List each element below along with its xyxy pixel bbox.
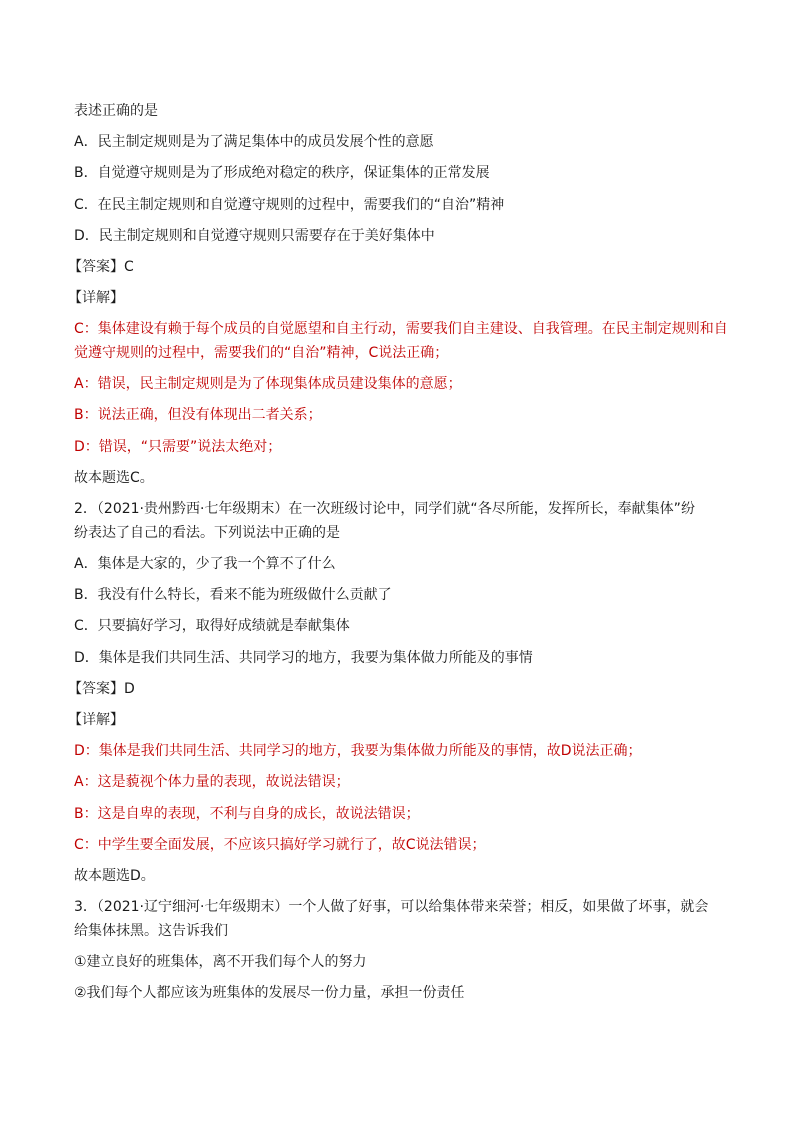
q2-stem-line2: 纷表达了自己的看法。下列说法中正确的是 — [74, 524, 340, 541]
q2-detail-c: C：中学生要全面发展，不应该只搞好学习就行了，故C说法错误； — [74, 836, 486, 853]
q1-answer-value: C — [124, 258, 134, 275]
q1-answer — [68, 257, 734, 277]
q1-detail-a: A：错误，民主制定规则是为了体现集体成员建设集体的意愿； — [74, 376, 462, 393]
q3-stem-line1: 3．（2021·辽宁细河·七年级期末）一个人做了好事，可以给集体带来荣誉；相反，如果做了坏事，就会 — [74, 899, 709, 916]
q2-answer — [68, 679, 734, 699]
q1-detail-heading — [68, 288, 734, 308]
q1-detail-b: B：说法正确，但没有体现出二者关系； — [74, 407, 322, 424]
q2-option-c: C．只要搞好学习，取得好成绩就是奉献集体 — [74, 618, 350, 635]
q2-detail-heading — [68, 710, 734, 730]
q2-detail-b: B：这是自卑的表现，不利与自身的成长，故说法错误； — [74, 805, 420, 822]
q1-detail-c-line2: 觉遵守规则的过程中，需要我们的“自治”精神，C说法正确； — [74, 345, 449, 362]
q1-stem-tail: 表述正确的是 — [74, 103, 158, 119]
q2-conclusion: 故本题选D。 — [74, 867, 155, 884]
document-body — [68, 101, 734, 1014]
q1-detail-c-line1: C：集体建设有赖于每个成员的自觉愿望和自主行动，需要我们自主建设、自我管理。在民主制定规则和自 — [74, 321, 728, 338]
q2-detail-a: A：这是藐视个体力量的表现，故说法错误； — [74, 774, 350, 791]
q3-item-1: ①建立良好的班集体，离不开我们每个人的努力 — [74, 954, 367, 971]
q1-option-b: B．自觉遵守规则是为了形成绝对稳定的秩序，保证集体的正常发展 — [74, 165, 490, 182]
q1-detail-tag: 【详解】 — [68, 290, 124, 307]
q3-item-2: ②我们每个人都应该为班集体的发展尽一份力量，承担一份责任 — [74, 985, 465, 1002]
q3-stem-line2: 给集体抹黑。这告诉我们 — [74, 922, 228, 939]
q1-answer-tag: 【答案】 — [68, 258, 124, 275]
q1-conclusion: 故本题选C。 — [74, 469, 154, 486]
q2-option-d: D．集体是我们共同生活、共同学习的地方，我要为集体做力所能及的事情 — [74, 649, 533, 666]
q1-option-c: C．在民主制定规则和自觉遵守规则的过程中，需要我们的“自治”精神 — [74, 196, 505, 213]
q2-option-b: B．我没有什么特长，看来不能为班级做什么贡献了 — [74, 587, 392, 604]
q2-option-a: A．集体是大家的，少了我一个算不了什么 — [74, 556, 336, 573]
q2-detail-tag: 【详解】 — [68, 711, 124, 728]
q2-stem-line1: 2．（2021·贵州黔西·七年级期末）在一次班级讨论中，同学们就“各尽所能，发挥所长，奉献集体”纷 — [74, 501, 695, 518]
q2-detail-d: D：集体是我们共同生活、共同学习的地方，我要为集体做力所能及的事情，故D说法正确； — [74, 743, 642, 760]
q1-option-d: D．民主制定规则和自觉遵守规则只需要存在于美好集体中 — [74, 227, 435, 244]
q2-answer-tag: 【答案】 — [68, 680, 124, 697]
q1-option-a: A．民主制定规则是为了满足集体中的成员发展个性的意愿 — [74, 134, 434, 151]
q1-detail-d: D：错误，“只需要”说法太绝对； — [74, 438, 282, 455]
q2-answer-value: D — [124, 680, 135, 697]
